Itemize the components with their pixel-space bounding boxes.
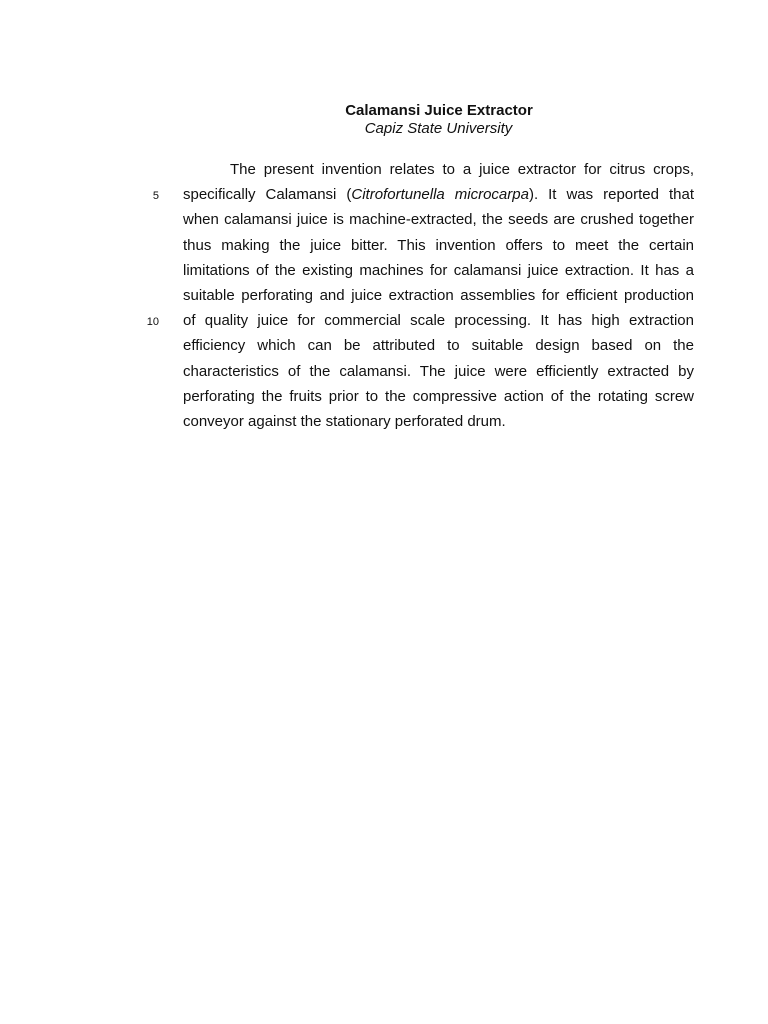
paragraph-line: of quality juice for commercial scale processing. It has high extraction (183, 312, 694, 330)
paragraph-line: conveyor against the stationary perforated drum. (183, 412, 506, 430)
abstract-paragraph (183, 157, 694, 434)
paragraph-line: suitable perforating and juice extraction assemblies for efficient production (183, 286, 694, 304)
paragraph-line: The present invention relates to a juice extractor for citrus crops, (230, 161, 694, 178)
document-author: Capiz State University (364, 120, 513, 137)
line-number: 5 (152, 190, 159, 202)
paragraph-line: when calamansi juice is machine-extracted, the seeds are crushed together (183, 211, 694, 229)
paragraph-line: limitations of the existing machines for calamansi juice extraction. It has a (183, 261, 694, 279)
paragraph-line: efficiency which can be attributed to suitable design based on the (183, 337, 694, 355)
paragraph-line (183, 182, 694, 207)
line-number: 10 (146, 316, 159, 328)
document-title: Calamansi Juice Extractor (345, 102, 533, 119)
paragraph-line: thus making the juice bitter. This invention offers to meet the certain (183, 236, 694, 254)
text-segment: ). It was reported that (528, 186, 695, 204)
paragraph-line: characteristics of the calamansi. The juice were efficiently extracted by (183, 362, 694, 380)
scientific-name: Citrofortunella microcarpa (351, 186, 529, 204)
text-segment: specifically Calamansi ( (183, 186, 352, 204)
paragraph-line: perforating the fruits prior to the compressive action of the rotating screw (183, 387, 694, 405)
